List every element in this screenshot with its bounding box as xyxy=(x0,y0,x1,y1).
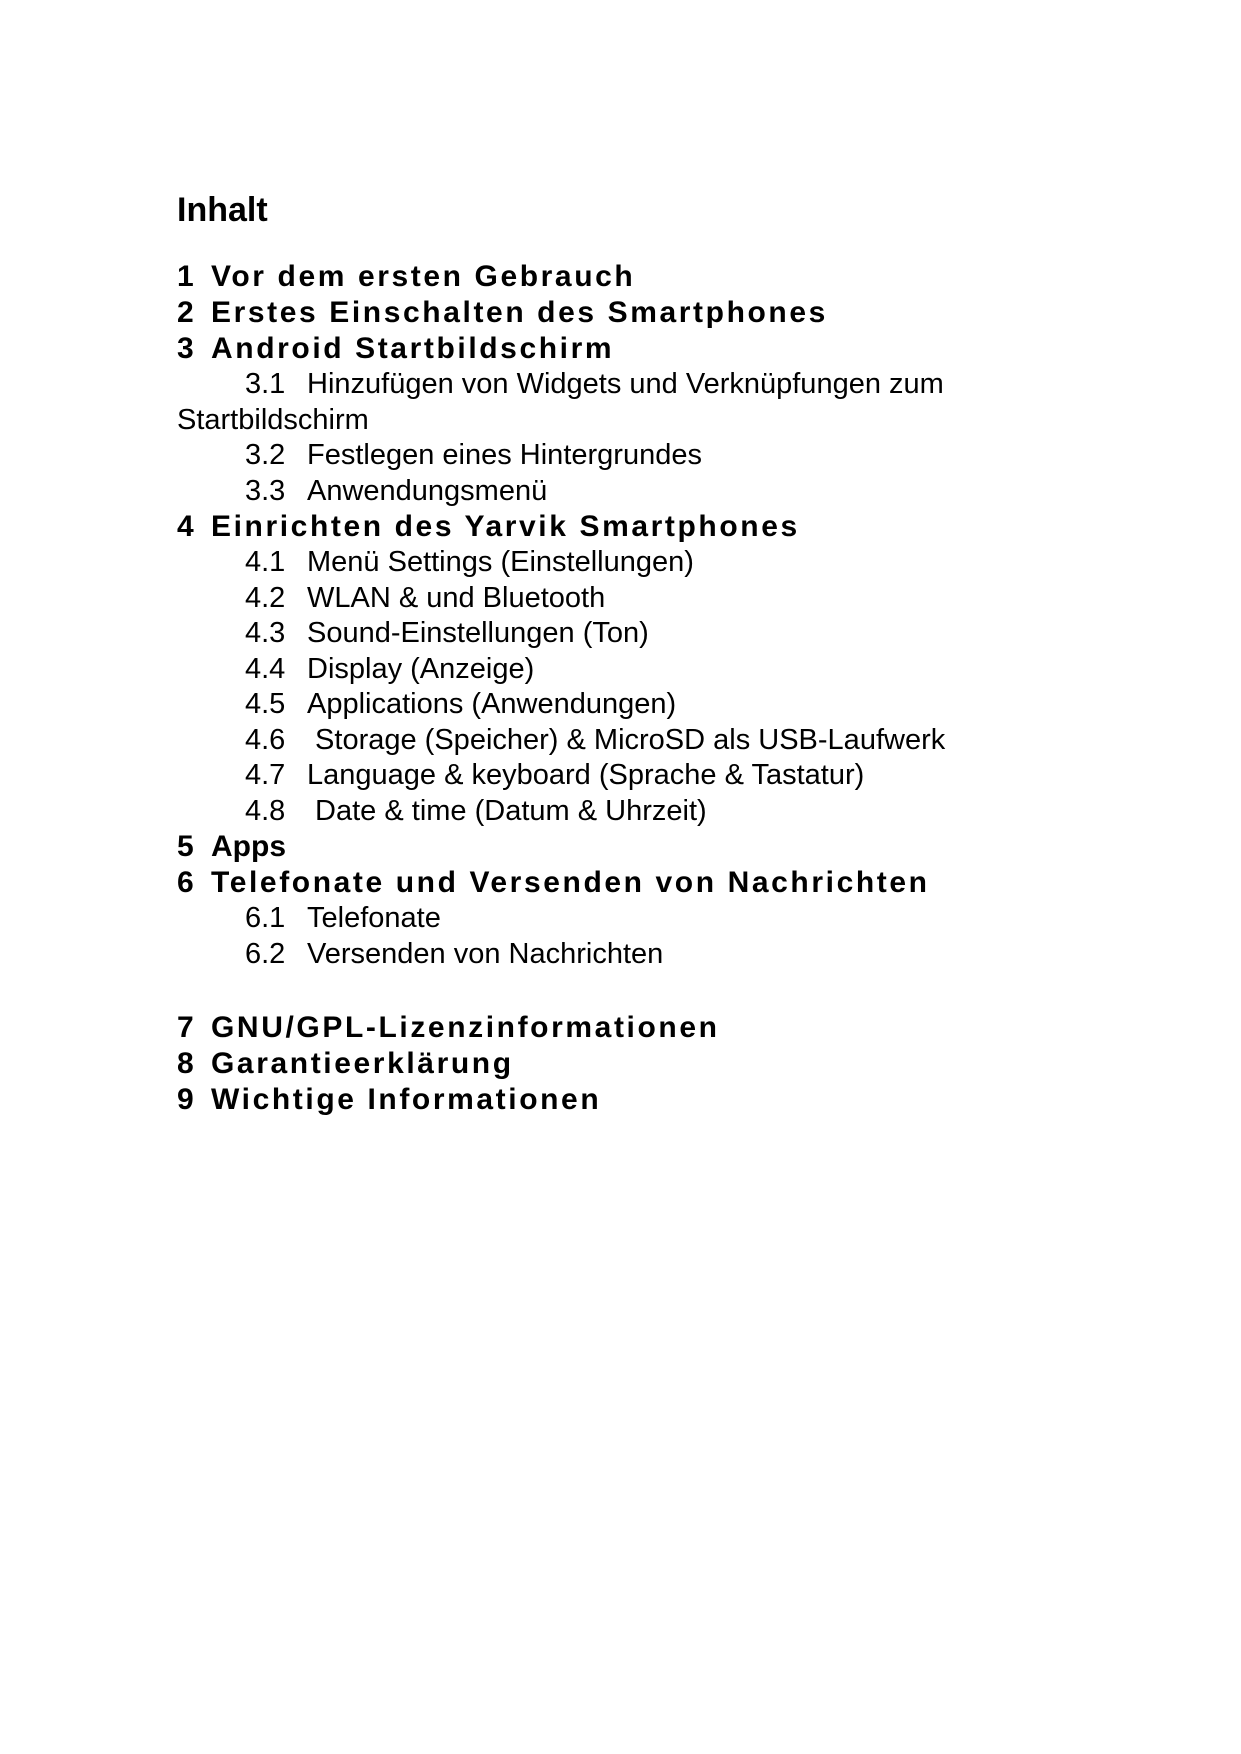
table-of-contents xyxy=(177,259,1077,1118)
toc-entry-title: WLAN & und Bluetooth xyxy=(307,581,606,614)
toc-entry-title: Einrichten des Yarvik Smartphones xyxy=(211,510,800,543)
toc-entry-number: 4.1 xyxy=(245,546,286,578)
toc-entry-1[interactable] xyxy=(177,259,1077,295)
toc-entry-title: Hinzufügen von Widgets und Verknüpfungen zum xyxy=(307,368,944,400)
toc-entry-6-1[interactable] xyxy=(177,901,1077,937)
toc-entry-number: 4.3 xyxy=(245,617,286,649)
toc-entry-4[interactable] xyxy=(177,509,1077,545)
toc-entry-number: 6.1 xyxy=(245,902,286,934)
toc-entry-title: GNU/GPL-Lizenzinformationen xyxy=(211,1011,720,1044)
toc-entry-8[interactable] xyxy=(177,1046,1077,1082)
toc-entry-4-7[interactable] xyxy=(177,758,1077,794)
toc-entry-title: Android Startbildschirm xyxy=(211,332,615,365)
toc-entry-title: Anwendungsmenü xyxy=(307,474,548,507)
toc-entry-number: 1 xyxy=(177,260,194,293)
toc-entry-title: Festlegen eines Hintergrundes xyxy=(307,439,702,471)
toc-entry-title: Apps xyxy=(211,830,286,863)
toc-entry-title: Applications (Anwendungen) xyxy=(307,688,677,720)
toc-entry-4-4[interactable] xyxy=(177,652,1077,688)
toc-entry-number: 3 xyxy=(177,332,194,365)
toc-entry-3-3[interactable] xyxy=(177,474,1077,510)
toc-entry-number: 3.2 xyxy=(245,439,286,471)
toc-entry-title: Versenden von Nachrichten xyxy=(307,937,664,970)
toc-entry-title: Erstes Einschalten des Smartphones xyxy=(211,296,828,329)
toc-entry-number: 6 xyxy=(177,866,194,899)
toc-entry-3[interactable] xyxy=(177,331,1077,367)
toc-entry-number: 9 xyxy=(177,1083,194,1116)
toc-entry-6[interactable] xyxy=(177,865,1077,901)
toc-entry-4-2[interactable] xyxy=(177,581,1077,617)
toc-entry-5[interactable] xyxy=(177,829,1077,865)
toc-entry-3-1[interactable] xyxy=(177,367,1077,438)
toc-entry-title: Display (Anzeige) xyxy=(307,652,535,685)
toc-entry-title: Sound-Einstellungen (Ton) xyxy=(307,617,649,649)
toc-heading: Inhalt xyxy=(177,191,268,229)
toc-entry-number: 4.7 xyxy=(245,759,286,791)
toc-entry-title: Garantieerklärung xyxy=(211,1047,514,1080)
toc-entry-6-2[interactable] xyxy=(177,937,1077,973)
toc-entry-3-2[interactable] xyxy=(177,438,1077,474)
toc-entry-9[interactable] xyxy=(177,1082,1077,1118)
toc-entry-number: 7 xyxy=(177,1011,194,1044)
toc-entry-title: Language & keyboard (Sprache & Tastatur) xyxy=(307,759,865,791)
toc-entry-title: Telefonate xyxy=(307,902,441,934)
toc-entry-title: Wichtige Informationen xyxy=(211,1083,602,1116)
toc-entry-number: 8 xyxy=(177,1047,194,1080)
toc-entry-4-3[interactable] xyxy=(177,616,1077,652)
toc-entry-number: 4 xyxy=(177,510,194,543)
toc-entry-4-5[interactable] xyxy=(177,687,1077,723)
toc-entry-7[interactable] xyxy=(177,1010,1077,1046)
toc-entry-number: 4.8 xyxy=(245,794,286,827)
toc-entry-4-6[interactable] xyxy=(177,723,1077,759)
toc-entry-number: 4.5 xyxy=(245,688,286,720)
toc-entry-number: 4.4 xyxy=(245,652,286,685)
toc-entry-number: 4.2 xyxy=(245,581,286,614)
toc-entry-title-continuation: Startbildschirm xyxy=(177,403,369,436)
toc-entry-number: 3.1 xyxy=(245,368,286,400)
toc-entry-number: 6.2 xyxy=(245,937,286,970)
toc-entry-title: Telefonate und Versenden von Nachrichten xyxy=(211,866,930,899)
toc-entry-title: Storage (Speicher) & MicroSD als USB-Laufwerk xyxy=(307,723,946,756)
toc-entry-title: Vor dem ersten Gebrauch xyxy=(211,260,636,293)
toc-entry-title: Menü Settings (Einstellungen) xyxy=(307,546,694,578)
toc-entry-title: Date & time (Datum & Uhrzeit) xyxy=(307,794,707,827)
toc-entry-number: 5 xyxy=(177,830,194,863)
toc-entry-number: 2 xyxy=(177,296,194,329)
toc-entry-4-8[interactable] xyxy=(177,794,1077,830)
toc-entry-number: 4.6 xyxy=(245,723,286,756)
toc-entry-4-1[interactable] xyxy=(177,545,1077,581)
toc-entry-2[interactable] xyxy=(177,295,1077,331)
toc-entry-number: 3.3 xyxy=(245,474,286,507)
